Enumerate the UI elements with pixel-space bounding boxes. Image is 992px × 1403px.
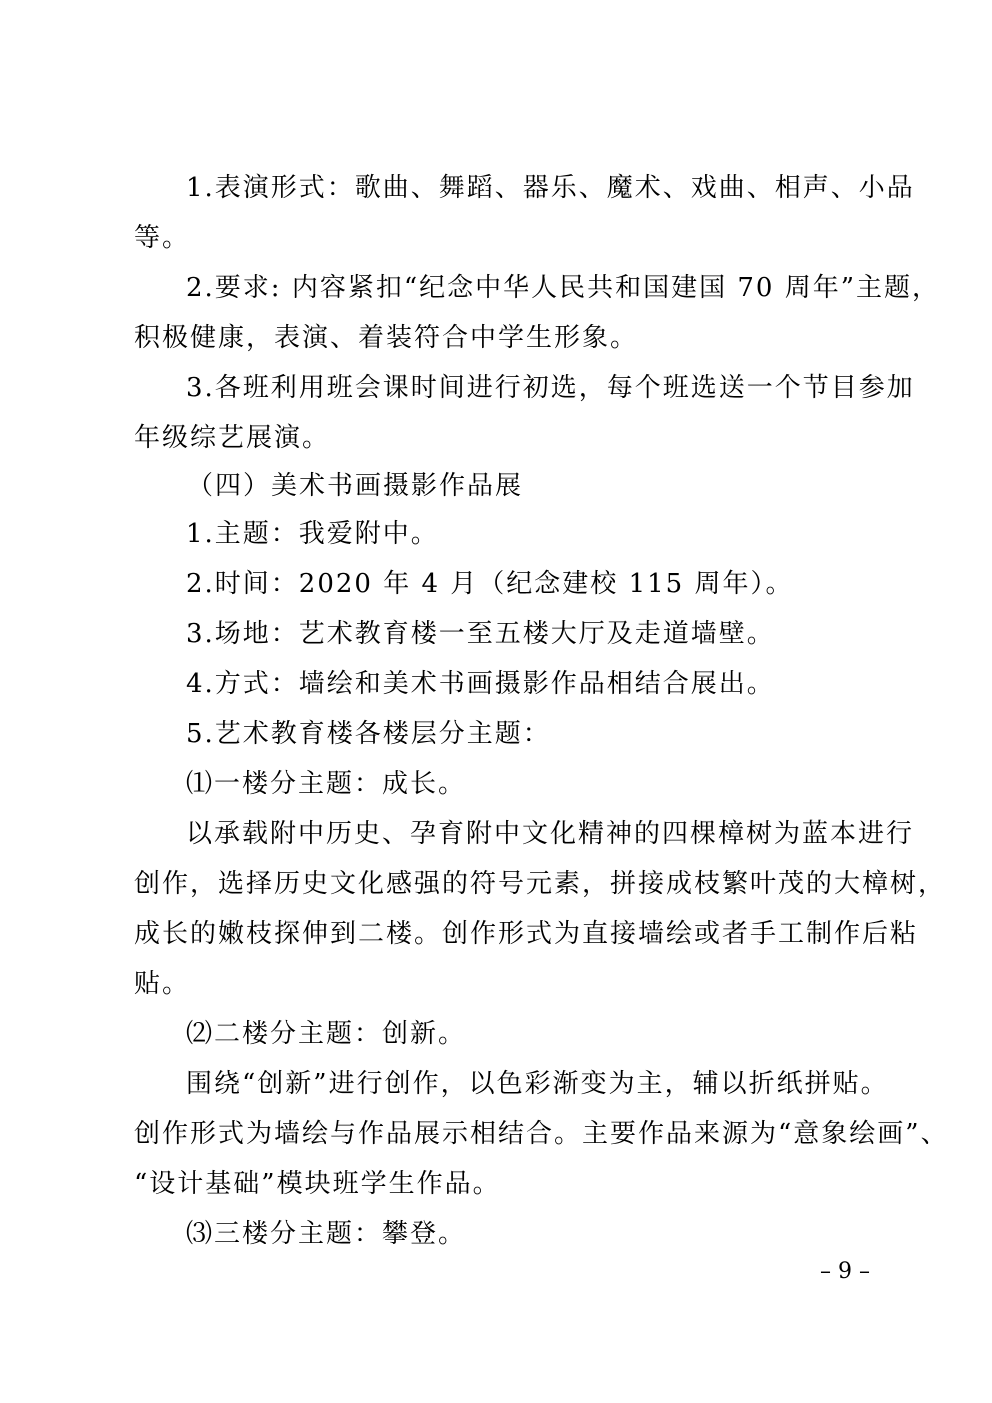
paragraph-line: 年级综艺展演。 [134,423,331,453]
paragraph-line: 5.艺术教育楼各楼层分主题： [186,719,551,749]
paragraph-line: 1.表演形式：歌曲、舞蹈、器乐、魔术、戏曲、相声、小品 [186,173,915,203]
paragraph-line: 1.主题：我爱附中。 [186,519,439,549]
paragraph-line: ⑴一楼分主题：成长。 [186,769,467,799]
paragraph-line: 围绕“创新”进行创作，以色彩渐变为主，辅以折纸拼贴。 [186,1069,889,1099]
paragraph-line: 等。 [134,223,191,253]
paragraph-line: 成长的嫩枝探伸到二楼。创作形式为直接墙绘或者手工制作后粘 [134,919,919,949]
paragraph-line: ⑶三楼分主题：攀登。 [186,1219,467,1249]
paragraph-line: “设计基础”模块班学生作品。 [134,1169,501,1199]
paragraph-line: 2.时间：2020 年 4 月（纪念建校 115 周年）。 [186,569,794,599]
paragraph-line: 创作，选择历史文化感强的符号元素，拼接成枝繁叶茂的大樟树， [134,869,947,899]
paragraph-line: 创作形式为墙绘与作品展示相结合。主要作品来源为“意象绘画”、 [134,1119,949,1149]
paragraph-line: 2.要求: 内容紧扣“纪念中华人民共和国建国 70 周年”主题， [186,273,941,303]
page-number: – 9 – [820,1259,870,1284]
paragraph-line: 3.各班利用班会课时间进行初选，每个班选送一个节目参加 [186,373,915,403]
section-heading: （四）美术书画摄影作品展 [187,471,524,501]
paragraph-line: 4.方式：墙绘和美术书画摄影作品相结合展出。 [186,669,775,699]
paragraph-line: 贴。 [134,969,191,999]
paragraph-line: 3.场地：艺术教育楼一至五楼大厅及走道墙壁。 [186,619,775,649]
paragraph-line: 积极健康，表演、着装符合中学生形象。 [134,323,639,353]
paragraph-line: ⑵二楼分主题：创新。 [186,1019,467,1049]
paragraph-line: 以承载附中历史、孕育附中文化精神的四棵樟树为蓝本进行 [186,819,915,849]
